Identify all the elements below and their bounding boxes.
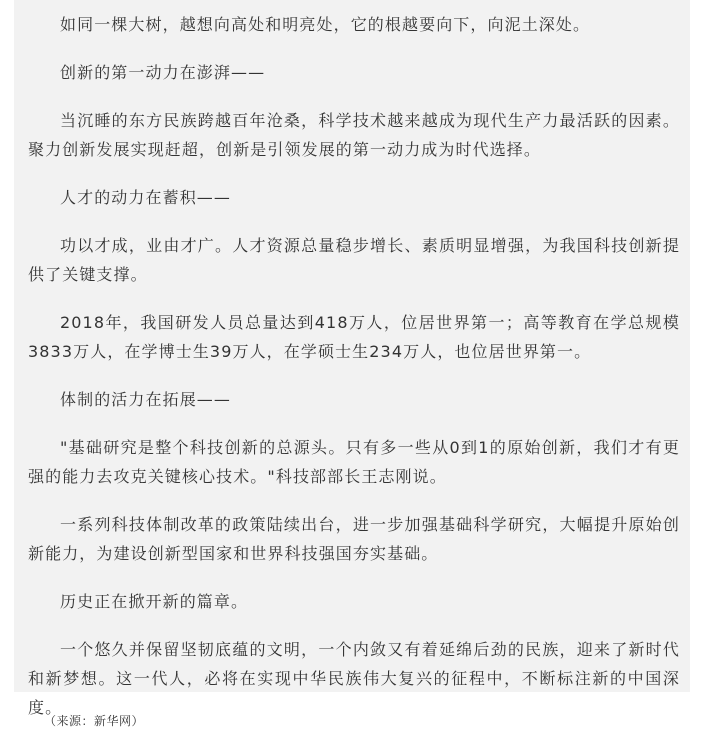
paragraph-1: 如同一棵大树，越想向高处和明亮处，它的根越要向下，向泥土深处。 <box>60 15 591 34</box>
paragraph-6: 2018年，我国研发人员总量达到418万人，位居世界第一；高等教育在学总规模3833万人，在学博士生39万人，在学硕士生234万人，也位居世界第一。 <box>28 313 680 361</box>
section-heading-talent: 人才的动力在蓄积—— <box>60 188 232 207</box>
paragraph-10: 历史正在掀开新的篇章。 <box>60 592 249 611</box>
article-body <box>14 0 690 717</box>
paragraph-5: 功以才成，业由才广。人才资源总量稳步增长、素质明显增强，为我国科技创新提供了关键支撑。 <box>28 236 680 284</box>
paragraph-3: 当沉睡的东方民族跨越百年沧桑，科学技术越来越成为现代生产力最活跃的因素。聚力创新发展实现赶超，创新是引领发展的第一动力成为时代选择。 <box>28 111 680 159</box>
source-credit: （来源：新华网） <box>44 714 145 728</box>
paragraph-9: 一系列科技体制改革的政策陆续出台，进一步加强基础科学研究，大幅提升原始创新能力，为建设创新型国家和世界科技强国夯实基础。 <box>28 515 680 563</box>
section-heading-system: 体制的活力在拓展—— <box>60 390 232 409</box>
section-heading-innovation: 创新的第一动力在澎湃—— <box>60 63 266 82</box>
paragraph-8: "基础研究是整个科技创新的总源头。只有多一些从0到1的原始创新，我们才有更强的能力去攻克关键核心技术。"科技部部长王志刚说。 <box>28 438 680 486</box>
paragraph-11: 一个悠久并保留坚韧底蕴的文明，一个内敛又有着延绵后劲的民族，迎来了新时代和新梦想。这一代人，必将在实现中华民族伟大复兴的征程中，不断标注新的中国深度。 <box>28 640 680 717</box>
